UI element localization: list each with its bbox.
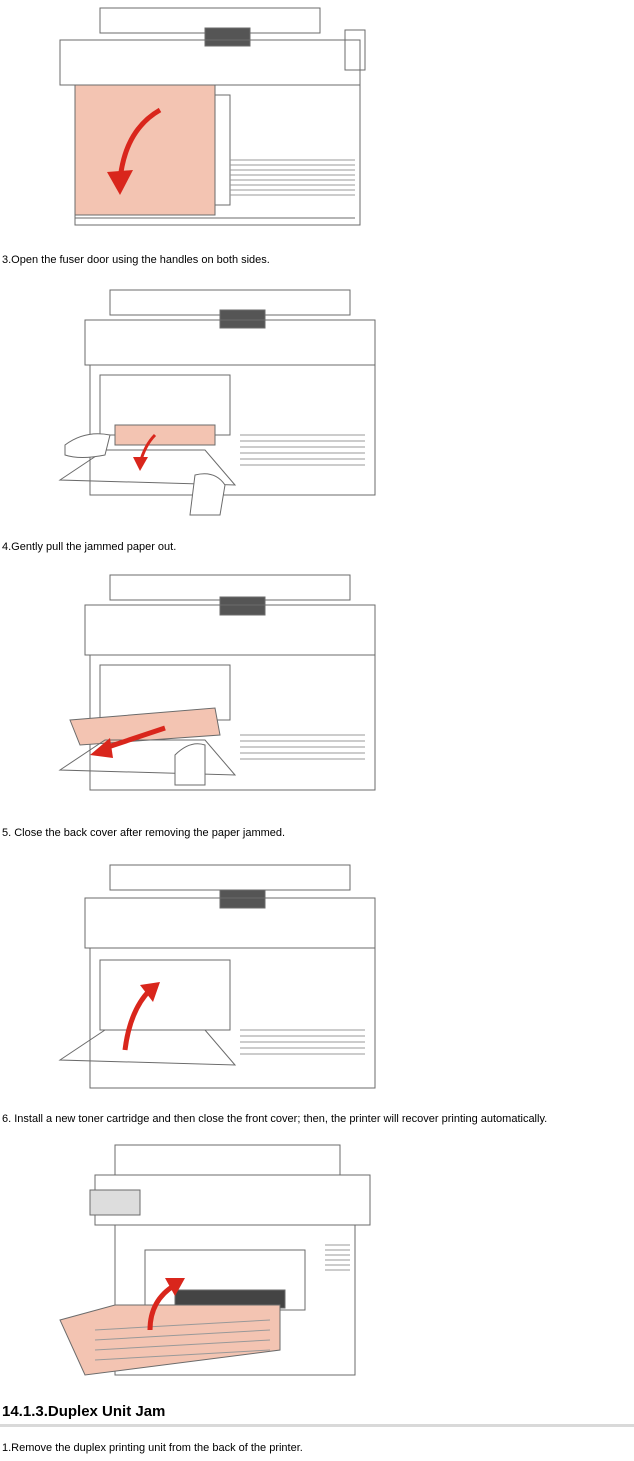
step-6-text: 6. Install a new toner cartridge and then close the front cover; then, the printer will recover printing automatically.: [2, 1113, 548, 1125]
step-3-text: 3.Open the fuser door using the handles on both sides.: [2, 254, 270, 266]
printer-close-back-cover-illustration: [55, 860, 380, 1100]
section-divider: [0, 1424, 634, 1427]
section-heading: 14.1.3.Duplex Unit Jam: [2, 1403, 166, 1420]
step-5-text: 5. Close the back cover after removing the paper jammed.: [2, 827, 286, 839]
printer-front-cover-illustration: [55, 1140, 380, 1390]
step-4-text: 4.Gently pull the jammed paper out.: [2, 541, 177, 553]
printer-paper-pull-illustration: [55, 570, 380, 810]
step-1-text: 1.Remove the duplex printing unit from the back of the printer.: [2, 1442, 303, 1454]
printer-rear-cover-illustration: [55, 0, 380, 235]
printer-fuser-door-illustration: [55, 285, 380, 520]
